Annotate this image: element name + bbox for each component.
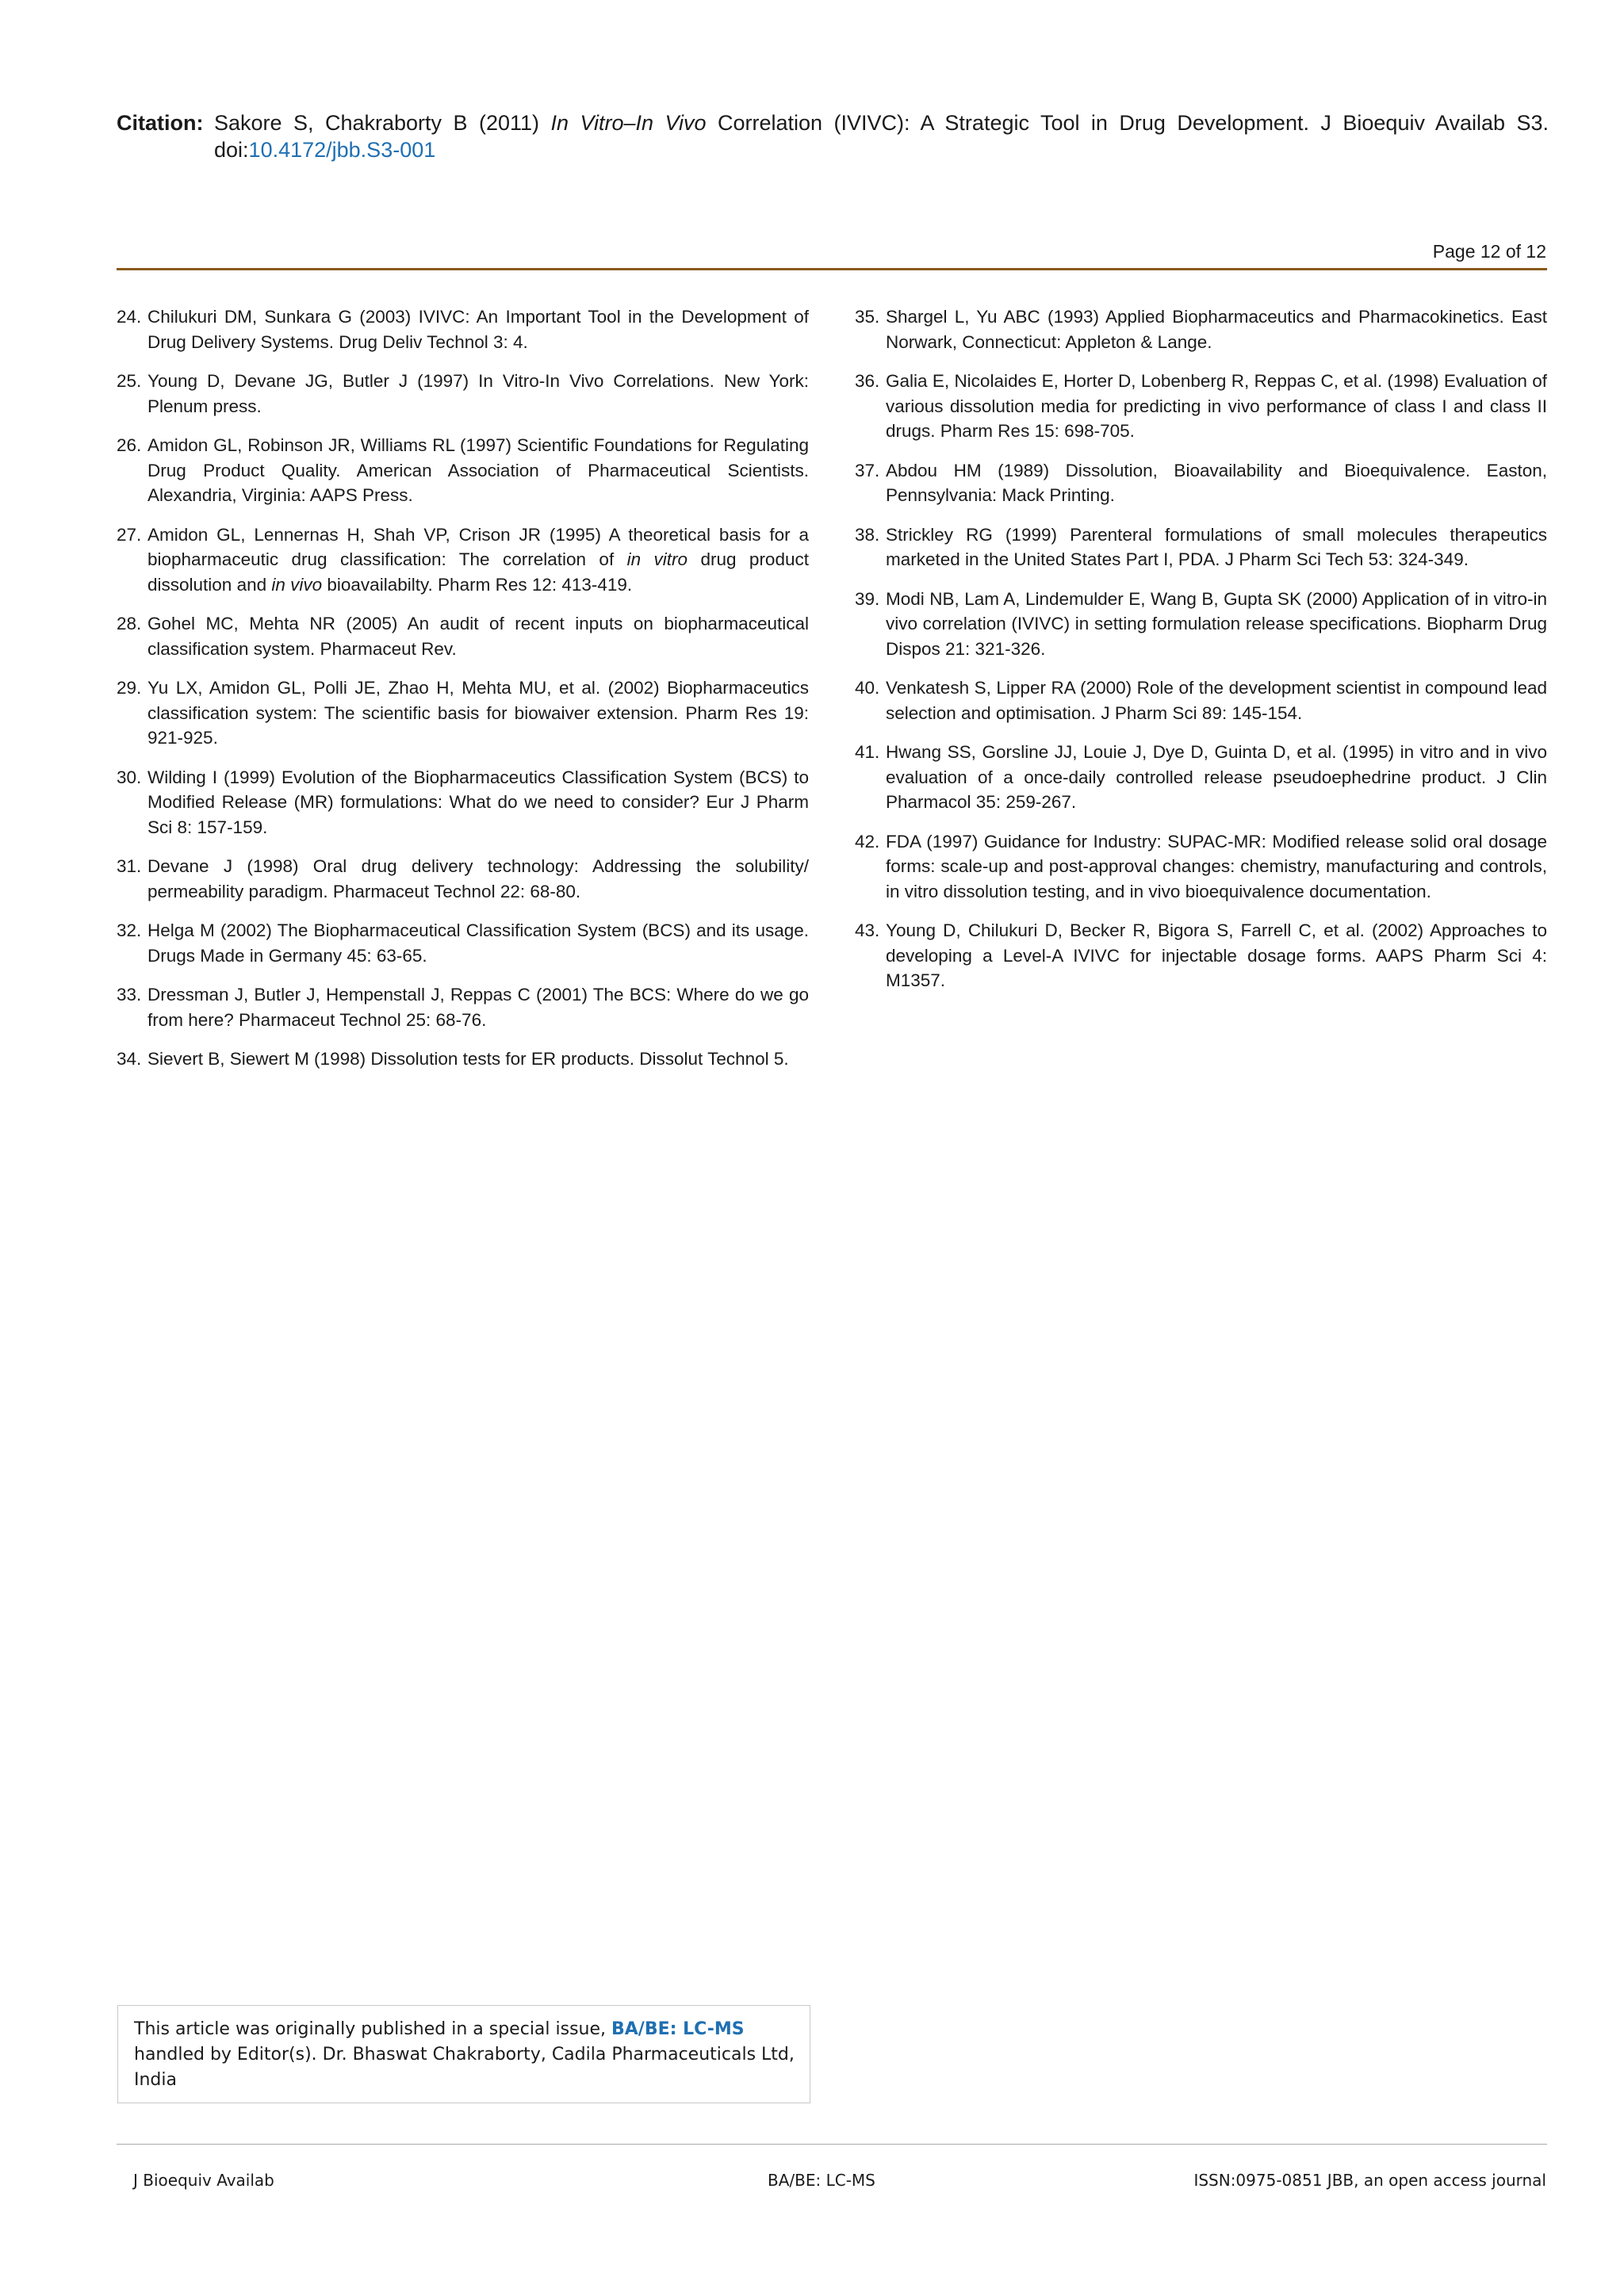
reference-text: Yu LX, Amidon GL, Polli JE, Zhao H, Mehta MU, et al. (2002) Biopharmaceutics classification system: The scientific basis for biowaiver extension. Pharm Res 19: 921-925. <box>147 678 809 748</box>
reference-number: 33. <box>117 985 142 1004</box>
citation-text <box>214 109 1549 136</box>
reference-text: Galia E, Nicolaides E, Horter D, Lobenberg R, Reppas C, et al. (1998) Evaluation of various dissolution media for predicting in vivo performance of class I and class II drugs. Pharm Res 15: 698-705. <box>886 371 1547 441</box>
reference-italic: in vitro <box>626 549 688 569</box>
page-indicator: Page 12 of 12 <box>1432 241 1546 262</box>
reference-item <box>855 304 1547 354</box>
reference-text: Amidon GL, Robinson JR, Williams RL (1997) Scientific Foundations for Regulating Drug Product Quality. American Association of Pharmaceutical Scientists. Alexandria, Virginia: AAPS Press. <box>147 435 809 505</box>
reference-item <box>855 740 1547 815</box>
doi-prefix: doi: <box>214 138 249 162</box>
reference-number: 30. <box>117 767 142 787</box>
reference-item <box>117 369 809 419</box>
reference-text: Hwang SS, Gorsline JJ, Louie J, Dye D, Guinta D, et al. (1995) in vitro and in vivo evaluation of a once-daily controlled release pseudoephedrine product. J Clin Pharmacol 35: 259-267. <box>886 742 1547 812</box>
citation-label: Citation: <box>117 111 204 135</box>
reference-text: Young D, Devane JG, Butler J (1997) In Vitro-In Vivo Correlations. New York: Plenum press. <box>147 371 809 416</box>
reference-number: 31. <box>117 856 142 876</box>
reference-number: 24. <box>117 307 142 327</box>
reference-text: drug product dissolution and <box>147 549 809 595</box>
reference-text: Modi NB, Lam A, Lindemulder E, Wang B, Gupta SK (2000) Application of in vitro-in vivo correlation (IVIVC) in setting formulation release specifications. Biopharm Drug Dispos 21: 321-326. <box>886 588 1547 659</box>
reference-number: 43. <box>855 920 880 940</box>
reference-italic: in vivo <box>271 574 323 595</box>
reference-item <box>117 982 809 1032</box>
reference-item <box>117 304 809 354</box>
reference-item <box>117 433 809 508</box>
reference-number: 26. <box>117 435 142 455</box>
reference-text: Sievert B, Siewert M (1998) Dissolution tests for ER products. Dissolut Technol 5. <box>147 1049 789 1069</box>
reference-number: 35. <box>855 307 880 327</box>
special-issue-note <box>117 2005 810 2103</box>
footer-divider <box>117 2144 1547 2145</box>
reference-number: 32. <box>117 920 142 940</box>
citation-title-rest: Correlation (IVIVC): A Strategic Tool in Drug Development. J Bioequiv Availab S3. <box>706 111 1549 135</box>
reference-item <box>855 829 1547 905</box>
reference-text: Strickley RG (1999) Parenteral formulations of small molecules therapeutics marketed in the United States Part I, PDA. J Pharm Sci Tech 53: 324-349. <box>886 524 1547 569</box>
citation-doi-line <box>214 136 1549 163</box>
reference-number: 42. <box>855 831 880 851</box>
reference-item <box>855 675 1547 725</box>
reference-item <box>117 854 809 904</box>
reference-number: 38. <box>855 524 880 545</box>
note-issue-link[interactable]: BA/BE: LC-MS <box>611 2019 745 2039</box>
citation-title-italic: In Vitro–In Vivo <box>550 111 707 135</box>
reference-number: 40. <box>855 678 880 698</box>
citation-authors: Sakore S, Chakraborty B (2011) <box>214 111 551 135</box>
citation <box>117 109 1549 163</box>
reference-item <box>117 1047 809 1072</box>
reference-number: 27. <box>117 524 142 545</box>
reference-item <box>117 522 809 598</box>
reference-item <box>855 587 1547 662</box>
reference-text: Venkatesh S, Lipper RA (2000) Role of the development scientist in compound lead selection and optimisation. J Pharm Sci 89: 145-154. <box>886 678 1547 723</box>
reference-text: Abdou HM (1989) Dissolution, Bioavailability and Bioequivalence. Easton, Pennsylvania: Mack Printing. <box>886 460 1547 505</box>
reference-text: Shargel L, Yu ABC (1993) Applied Biopharmaceutics and Pharmacokinetics. East Norwark, Connecticut: Appleton & Lange. <box>886 307 1547 352</box>
note-suffix: handled by Editor(s). Dr. Bhaswat Chakraborty, Cadila Pharmaceuticals Ltd, India <box>134 2045 795 2090</box>
footer-journal: J Bioequiv Availab <box>133 2171 274 2190</box>
reference-item <box>855 918 1547 993</box>
reference-text: FDA (1997) Guidance for Industry: SUPAC-MR: Modified release solid oral dosage forms: scale-up and post-approval changes: chemistry, manufacturing and controls, in vitro dissolution testing, and in vivo bioequivalence documentation. <box>886 831 1547 901</box>
reference-number: 29. <box>117 678 142 698</box>
reference-text: Gohel MC, Mehta NR (2005) An audit of recent inputs on biopharmaceutical classification system. Pharmaceut Rev. <box>147 614 809 659</box>
reference-item <box>117 611 809 661</box>
references-left-column <box>117 304 809 1086</box>
reference-text: Helga M (2002) The Biopharmaceutical Classification System (BCS) and its usage. Drugs Made in Germany 45: 63-65. <box>147 920 809 966</box>
reference-number: 34. <box>117 1049 142 1069</box>
reference-number: 37. <box>855 460 880 480</box>
reference-number: 39. <box>855 588 880 609</box>
reference-number: 36. <box>855 371 880 391</box>
doi-link[interactable]: 10.4172/jbb.S3-001 <box>248 138 436 162</box>
reference-item <box>117 675 809 751</box>
reference-number: 25. <box>117 371 142 391</box>
reference-number: 28. <box>117 614 142 633</box>
reference-text: Dressman J, Butler J, Hempenstall J, Reppas C (2001) The BCS: Where do we go from here? Pharmaceut Technol 25: 68-76. <box>147 985 809 1030</box>
reference-item <box>855 458 1547 508</box>
note-prefix: This article was originally published in a special issue, <box>134 2019 612 2039</box>
reference-item <box>117 765 809 840</box>
reference-item <box>855 369 1547 444</box>
reference-item <box>855 522 1547 572</box>
reference-text: Young D, Chilukuri D, Becker R, Bigora S, Farrell C, et al. (2002) Approaches to developing a Level-A IVIVC for injectable dosage forms. AAPS Pharm Sci 4: M1357. <box>886 920 1547 990</box>
reference-text: Amidon GL, Lennernas H, Shah VP, Crison JR (1995) A theoretical basis for a biopharmaceutic drug classification: The correlation of <box>147 524 809 569</box>
reference-item <box>117 918 809 968</box>
footer-issue: BA/BE: LC-MS <box>768 2171 875 2190</box>
header-divider <box>117 268 1547 270</box>
footer-issn: ISSN:0975-0851 JBB, an open access journal <box>1193 2171 1546 2190</box>
reference-number: 41. <box>855 742 880 762</box>
references-right-column <box>855 304 1547 1008</box>
reference-text: Wilding I (1999) Evolution of the Biopharmaceutics Classification System (BCS) to Modified Release (MR) formulations: What do we need to consider? Eur J Pharm Sci 8: 157-159. <box>147 767 809 837</box>
reference-text: bioavailabilty. Pharm Res 12: 413-419. <box>322 574 633 595</box>
reference-text: Chilukuri DM, Sunkara G (2003) IVIVC: An Important Tool in the Development of Drug Delivery Systems. Drug Deliv Technol 3: 4. <box>147 307 809 352</box>
reference-text: Devane J (1998) Oral drug delivery technology: Addressing the solubility/ permeability paradigm. Pharmaceut Technol 22: 68-80. <box>147 856 809 901</box>
